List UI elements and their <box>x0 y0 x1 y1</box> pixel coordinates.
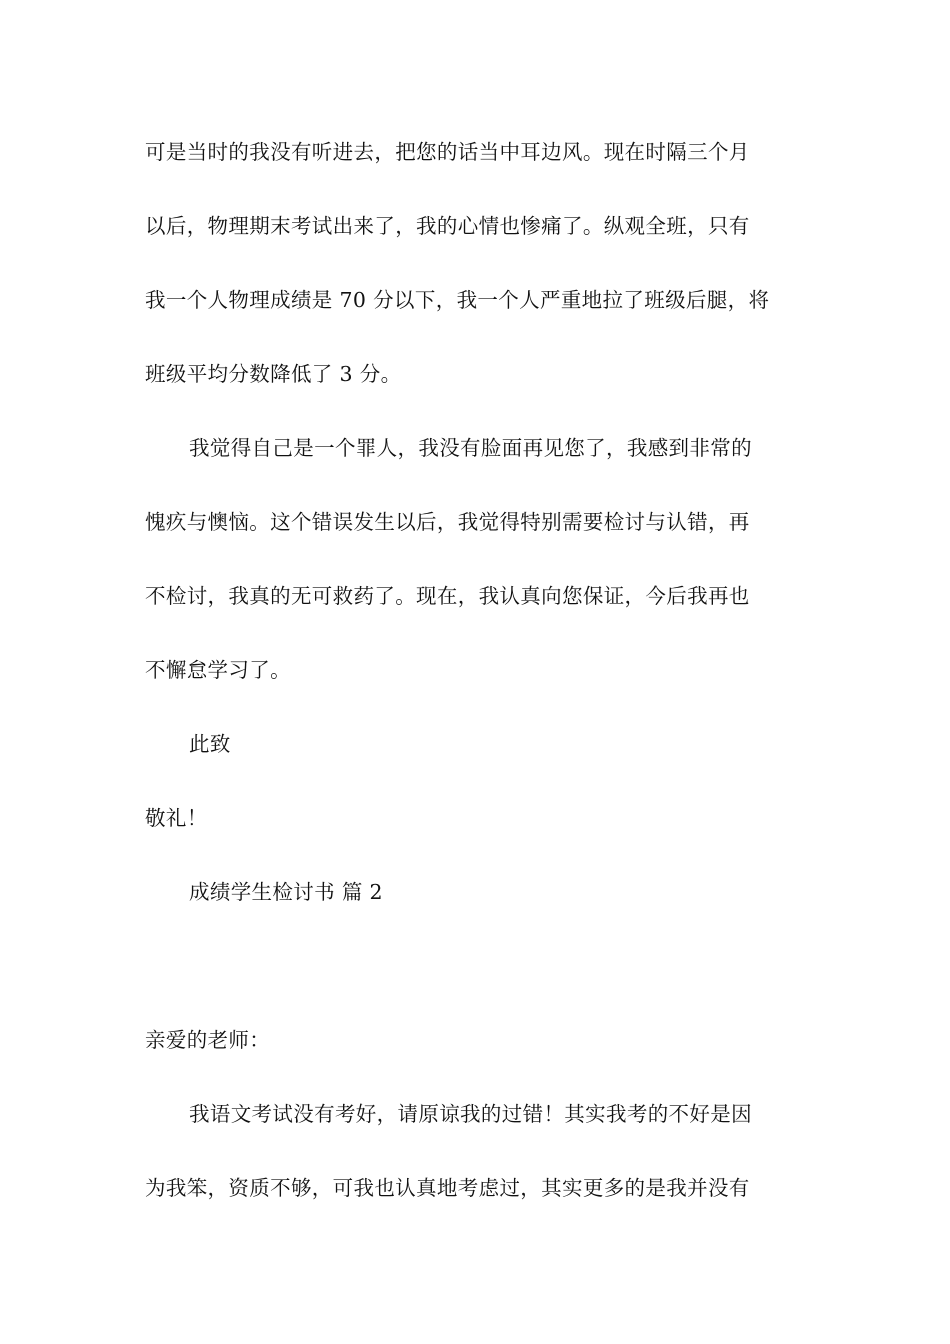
paragraph-start-line: 我语文考试没有考好，请原谅我的过错！其实我考的不好是因 <box>189 1102 752 1126</box>
text-line: 不检讨，我真的无可救药了。现在，我认真向您保证，今后我再也 <box>145 584 750 608</box>
paragraph-start-line: 我觉得自己是一个罪人，我没有脸面再见您了，我感到非常的 <box>189 436 752 460</box>
closing-salutation: 此致 <box>189 732 231 756</box>
text-line: 我一个人物理成绩是 70 分以下，我一个人严重地拉了班级后腿，将 <box>145 288 770 312</box>
text-line: 不懈怠学习了。 <box>145 658 291 682</box>
text-line: 为我笨，资质不够，可我也认真地考虑过，其实更多的是我并没有 <box>145 1176 750 1200</box>
greeting: 亲爱的老师： <box>145 1028 271 1052</box>
section-title: 成绩学生检讨书 篇 2 <box>189 880 383 904</box>
text-line: 以后，物理期末考试出来了，我的心情也惨痛了。纵观全班，只有 <box>145 214 750 238</box>
text-line: 班级平均分数降低了 3 分。 <box>145 362 402 386</box>
text-line: 可是当时的我没有听进去，把您的话当中耳边风。现在时隔三个月 <box>145 140 750 164</box>
closing-regards: 敬礼！ <box>145 806 208 830</box>
text-line: 愧疚与懊恼。这个错误发生以后，我觉得特别需要检讨与认错，再 <box>145 510 750 534</box>
